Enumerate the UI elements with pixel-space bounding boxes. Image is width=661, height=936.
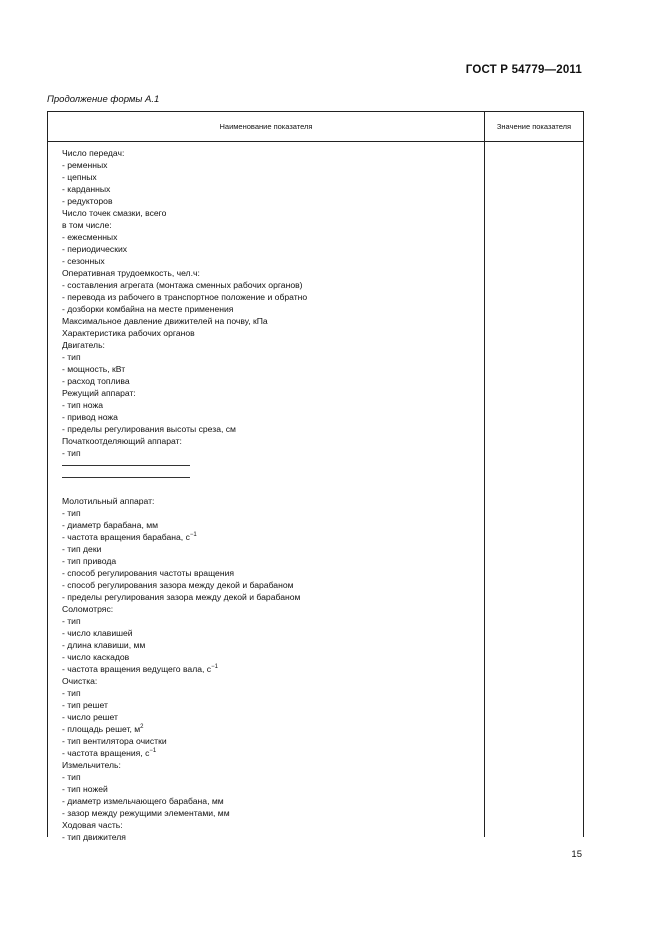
row-label: Очистка: (62, 676, 98, 686)
row-label: - число клавишей (62, 628, 133, 638)
table-row (62, 363, 477, 375)
table-row (62, 603, 477, 615)
row-label: - тип деки (62, 544, 102, 554)
row-label: - тип движителя (62, 832, 126, 842)
table-row (62, 171, 477, 183)
table-row (62, 699, 477, 711)
row-label: Максимальное давление движителей на почву, кПа (62, 316, 268, 326)
row-label: в том числе: (62, 220, 112, 230)
table-row (62, 615, 477, 627)
row-label: - тип (62, 688, 81, 698)
table-row (62, 303, 477, 315)
row-label: - тип вентилятора очистки (62, 736, 167, 746)
table-row (62, 723, 477, 735)
row-label: - способ регулирования зазора между декой и барабаном (62, 580, 294, 590)
table-row (62, 795, 477, 807)
row-label: Початкоотделяющий аппарат: (62, 436, 182, 446)
row-label: - число решет (62, 712, 118, 722)
table-row (62, 147, 477, 159)
indicators-table (47, 111, 584, 842)
table-row (62, 771, 477, 783)
row-label: Молотильный аппарат: (62, 496, 155, 506)
row-label: - тип (62, 616, 81, 626)
table-row (62, 495, 477, 507)
row-label: - составления агрегата (монтажа сменных рабочих органов) (62, 280, 303, 290)
table-row (62, 747, 477, 759)
table-row (62, 555, 477, 567)
table-row (62, 531, 477, 543)
row-label: - периодических (62, 244, 128, 254)
row-label: - диаметр измельчающего барабана, мм (62, 796, 224, 806)
table-row (62, 267, 477, 279)
table-row (62, 459, 477, 471)
table-row (62, 483, 477, 495)
table-row (62, 807, 477, 819)
row-label: Режущий аппарат: (62, 388, 136, 398)
table-row (62, 759, 477, 771)
row-label: Оперативная трудоемкость, чел.ч: (62, 268, 200, 278)
page-number: 15 (571, 849, 582, 860)
row-label: - частота вращения ведущего вала, с (62, 664, 212, 674)
row-label: - тип ножа (62, 400, 103, 410)
row-label: - ременных (62, 160, 108, 170)
table-row (62, 447, 477, 459)
row-label: Соломотряс: (62, 604, 114, 614)
table-row (62, 651, 477, 663)
table-row (62, 255, 477, 267)
blank-fill-line (62, 465, 190, 466)
row-label: - расход топлива (62, 376, 130, 386)
continuation-label: Продолжение формы А.1 (47, 94, 160, 105)
row-label: Характеристика рабочих органов (62, 328, 195, 338)
table-row (62, 543, 477, 555)
table-row (62, 375, 477, 387)
table-header (48, 112, 583, 142)
row-label: - перевода из рабочего в транспортное положение и обратно (62, 292, 308, 302)
unit-exponent: 2 (140, 724, 144, 730)
table-row (62, 675, 477, 687)
table-row (62, 183, 477, 195)
table-row (62, 639, 477, 651)
table-row (62, 195, 477, 207)
table-row (62, 399, 477, 411)
row-label: Число точек смазки, всего (62, 208, 167, 218)
row-label: - сезонных (62, 256, 105, 266)
table-row (62, 279, 477, 291)
unit-exponent: −1 (149, 748, 157, 754)
row-label: - диаметр барабана, мм (62, 520, 159, 530)
table-row (62, 519, 477, 531)
table-row (62, 711, 477, 723)
row-label: - площадь решет, м (62, 724, 141, 734)
row-label: - частота вращения, с (62, 748, 150, 758)
row-label: - длина клавиши, мм (62, 640, 146, 650)
standard-code: ГОСТ Р 54779—2011 (465, 64, 582, 76)
table-row (62, 567, 477, 579)
row-label: - ежесменных (62, 232, 118, 242)
row-label: - привод ножа (62, 412, 118, 422)
table-row (62, 243, 477, 255)
row-label: - зазор между режущими элементами, мм (62, 808, 230, 818)
blank-fill-line (62, 477, 190, 478)
column-header-name: Наименование показателя (219, 122, 313, 131)
row-label: - тип (62, 508, 81, 518)
row-label: - карданных (62, 184, 111, 194)
table-row (62, 627, 477, 639)
unit-exponent: −1 (189, 532, 197, 538)
table-row (62, 663, 477, 675)
row-label: - пределы регулирования высоты среза, см (62, 424, 236, 434)
table-row (62, 291, 477, 303)
row-label: - тип (62, 352, 81, 362)
table-row (62, 735, 477, 747)
row-label: - тип (62, 448, 81, 458)
table-row (62, 423, 477, 435)
table-row (62, 327, 477, 339)
table-row (62, 219, 477, 231)
column-divider (484, 112, 485, 837)
table-row (62, 507, 477, 519)
row-label: - частота вращения барабана, с (62, 532, 190, 542)
table-row (62, 471, 477, 483)
row-label: - пределы регулирования зазора между декой и барабаном (62, 592, 301, 602)
row-label: - тип решет (62, 700, 108, 710)
table-row (62, 687, 477, 699)
table-row (62, 159, 477, 171)
table-row (62, 819, 477, 831)
row-label: - мощность, кВт (62, 364, 126, 374)
row-label: Ходовая часть: (62, 820, 123, 830)
row-label: Двигатель: (62, 340, 105, 350)
table-row (62, 579, 477, 591)
row-label: - тип (62, 772, 81, 782)
row-label: - число каскадов (62, 652, 130, 662)
row-label: Измельчитель: (62, 760, 121, 770)
row-label: - редукторов (62, 196, 113, 206)
row-label: - дозборки комбайна на месте применения (62, 304, 234, 314)
table-row (62, 351, 477, 363)
table-row (62, 411, 477, 423)
table-row (62, 435, 477, 447)
row-label: - тип ножей (62, 784, 108, 794)
indicator-list (62, 147, 477, 843)
table-row (62, 591, 477, 603)
row-label: - цепных (62, 172, 97, 182)
row-label: - способ регулирования частоты вращения (62, 568, 235, 578)
table-row (62, 207, 477, 219)
table-row (62, 339, 477, 351)
table-row (62, 831, 477, 843)
unit-exponent: −1 (211, 664, 218, 670)
row-label: - тип привода (62, 556, 117, 566)
table-row (62, 231, 477, 243)
row-label: Число передач: (62, 148, 125, 158)
column-header-value: Значение показателя (496, 122, 572, 131)
table-row (62, 387, 477, 399)
table-row (62, 783, 477, 795)
table-row (62, 315, 477, 327)
